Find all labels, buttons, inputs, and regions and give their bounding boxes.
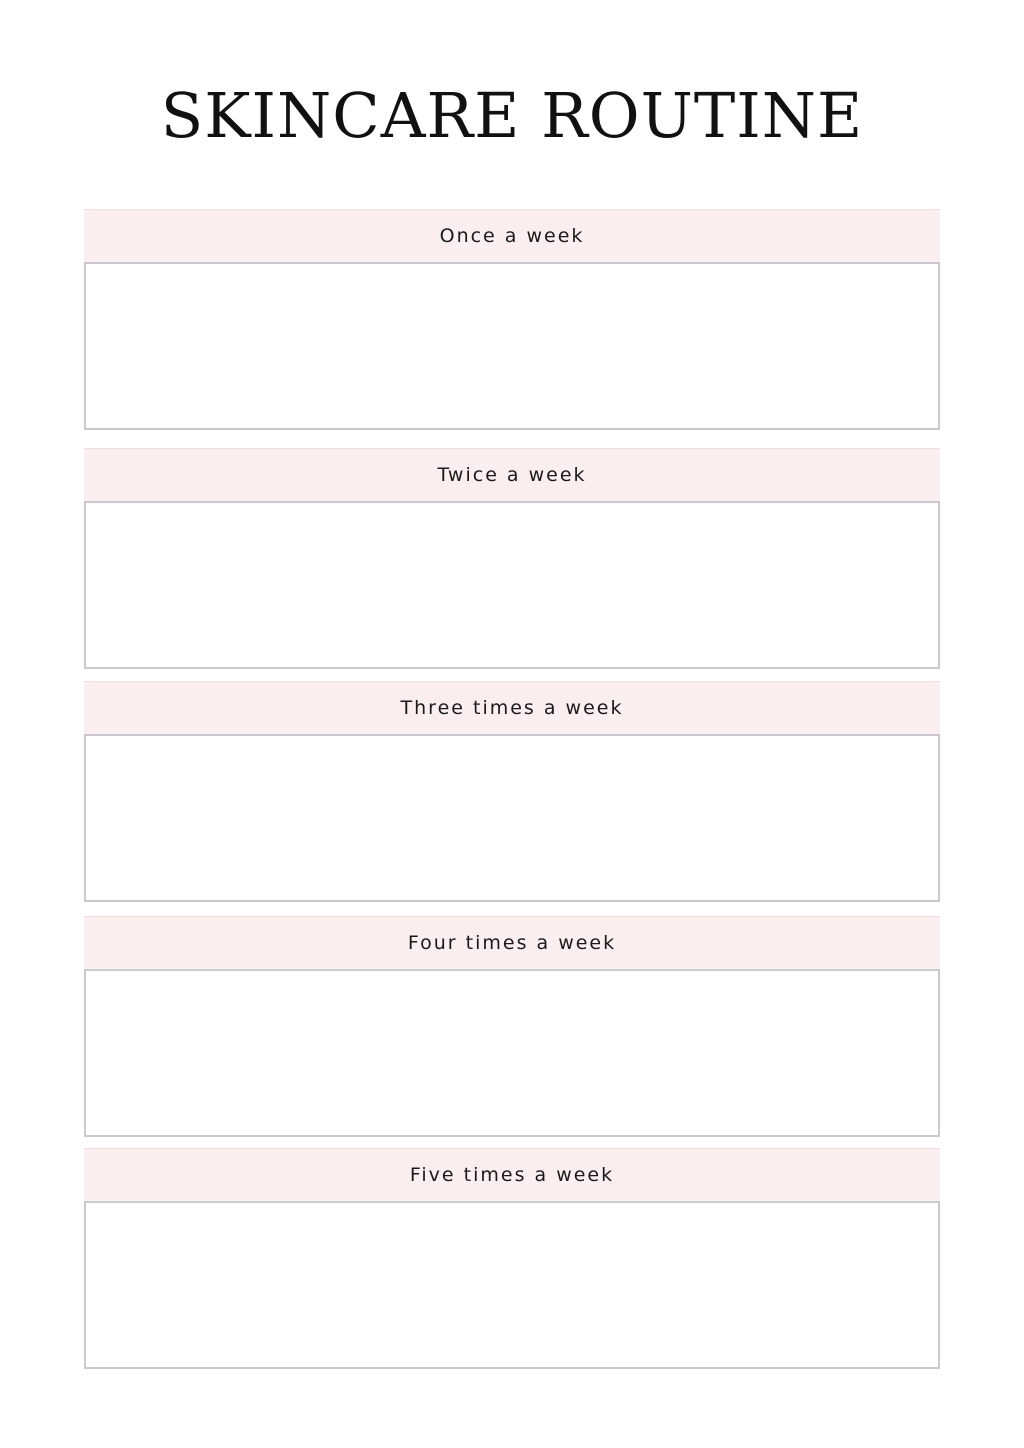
section-four-times-a-week	[84, 916, 940, 1137]
notes-box-four-times-a-week[interactable]	[84, 969, 940, 1137]
section-once-a-week	[84, 209, 940, 430]
section-five-times-a-week	[84, 1148, 940, 1369]
section-label: Once a week	[439, 225, 585, 247]
notes-box-three-times-a-week[interactable]	[84, 734, 940, 902]
notes-box-once-a-week[interactable]	[84, 262, 940, 430]
section-header	[84, 209, 940, 262]
notes-box-five-times-a-week[interactable]	[84, 1201, 940, 1369]
section-header	[84, 448, 940, 501]
page-title: SKINCARE ROUTINE	[160, 79, 864, 152]
section-header	[84, 681, 940, 734]
section-label: Five times a week	[409, 1164, 615, 1186]
notes-box-twice-a-week[interactable]	[84, 501, 940, 669]
section-label: Three times a week	[400, 697, 624, 719]
section-header	[84, 1148, 940, 1201]
section-label: Twice a week	[437, 464, 587, 486]
section-header	[84, 916, 940, 969]
section-three-times-a-week	[84, 681, 940, 902]
section-twice-a-week	[84, 448, 940, 669]
section-label: Four times a week	[407, 932, 617, 954]
